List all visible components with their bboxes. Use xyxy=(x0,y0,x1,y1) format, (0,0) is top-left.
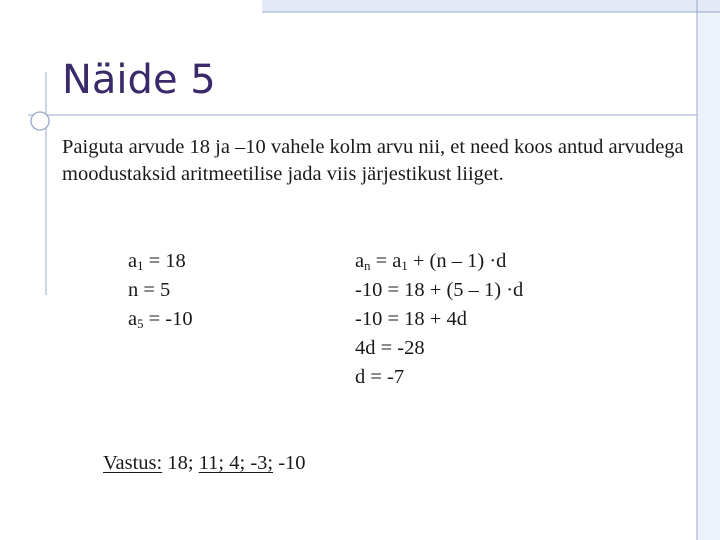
answer-label: Vastus: xyxy=(103,452,163,474)
bullet-circle-icon xyxy=(31,112,49,130)
given-values xyxy=(128,247,193,334)
answer-line xyxy=(103,452,306,475)
solution-step-result: d = -7 xyxy=(355,366,405,388)
problem-statement: Paiguta arvude 18 ja –10 vahele kolm arvu nii, et need koos antud arvudega moodustaksid aritmeetilise jada viis järjestikust liiget. xyxy=(62,136,684,185)
solution-step-substitute: -10 = 18 + (5 – 1) ·d xyxy=(355,279,524,301)
solution-step-isolate: 4d = -28 xyxy=(355,337,425,359)
right-edge-band xyxy=(697,12,720,540)
answer-first-term: 18; xyxy=(167,452,194,474)
answer-last-term: -10 xyxy=(278,452,306,474)
top-right-band xyxy=(262,0,720,12)
solution-step-simplify: -10 = 18 + 4d xyxy=(355,308,467,330)
solution-formula: $a_n = a_1 + (n - 1) \cdot d$ xyxy=(355,250,507,273)
solution-steps xyxy=(355,247,523,392)
given-line-a5: $a_5 = -10$ xyxy=(128,308,193,331)
given-line-a1: $a_1 = 18$ xyxy=(128,250,186,273)
given-line-n: n = 5 xyxy=(128,279,171,301)
answer-inserted-terms: 11; 4; -3; xyxy=(198,452,274,474)
slide-title: Näide 5 xyxy=(62,57,216,103)
